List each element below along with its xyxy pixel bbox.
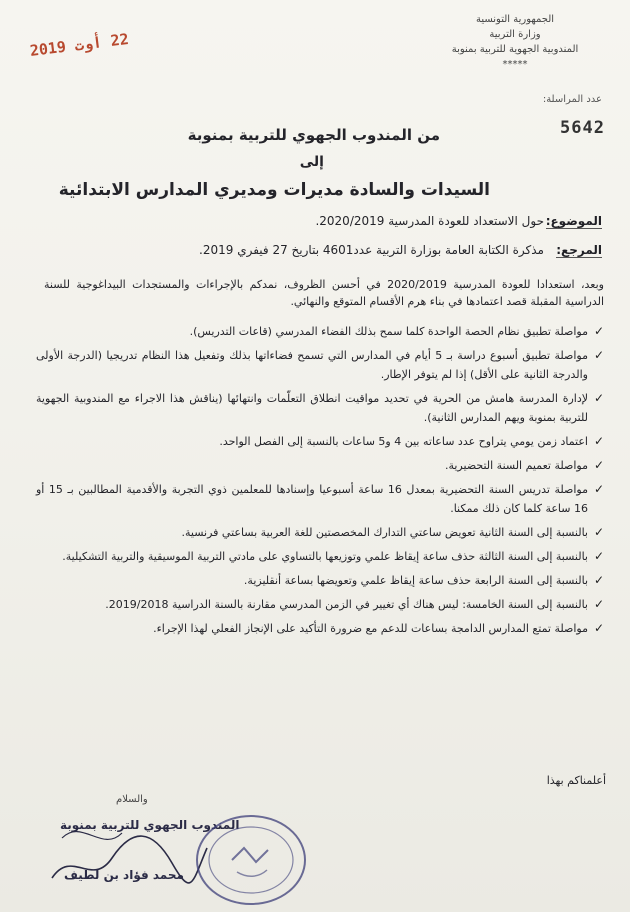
- list-item: [36, 619, 604, 638]
- signature-name: محمد فؤاد بن لطيف: [64, 868, 184, 882]
- checkmark-icon: ✓: [593, 549, 604, 563]
- signature-block: [24, 790, 314, 910]
- measure-text: مواصلة تدريس السنة التحضيرية بمعدل 16 ساعة أسبوعيا وإسنادها للمعلمين ذوي التجربة والأقدمية المطالبين بـ 15 أو 16 ساعة كلما كان ذلك ممكنا.: [36, 483, 588, 515]
- list-item: [36, 595, 604, 614]
- letterhead-directorate: المندوبية الجهوية للتربية بمنوبة: [451, 44, 579, 55]
- measures-list: [36, 322, 604, 643]
- measure-text: بالنسبة إلى السنة الرابعة حذف ساعة إيقاظ علمي وتعويضها بساعة أنقليزية.: [243, 574, 588, 587]
- list-item: [36, 322, 604, 341]
- reference-label: عدد المراسلة:: [542, 94, 602, 105]
- signature-greeting: والسلام: [116, 794, 148, 805]
- measure-text: اعتماد زمن يومي يتراوح عدد ساعاته بين 4 و5 ساعات بالنسبة إلى الفصل الواحد.: [219, 435, 588, 448]
- list-item: [36, 389, 604, 427]
- measure-text: مواصلة تطبيق نظام الحصة الواحدة كلما سمح بذلك الفضاء المدرسي (قاعات التدريس).: [189, 325, 588, 338]
- list-item: [36, 456, 604, 475]
- reference-doc-value: مذكرة الكتابة العامة بوزارة التربية عدد4601 بتاريخ 27 فيفري 2019.: [199, 243, 544, 257]
- list-item: [36, 432, 604, 451]
- measure-text: بالنسبة إلى السنة الثالثة حذف ساعة إيقاظ علمي وتوزيعها بالتساوي على مادتي التربية الموسيقية والتربية التشكيلية.: [62, 550, 588, 563]
- measure-text: بالنسبة إلى السنة الثانية تعويض ساعتي التدارك المخصصتين للغة العربية بساعتي فرنسية.: [181, 526, 588, 539]
- checkmark-icon: ✓: [593, 482, 604, 496]
- list-item: [36, 346, 604, 384]
- checkmark-icon: ✓: [593, 324, 604, 338]
- list-item: [36, 547, 604, 566]
- intro-paragraph: وبعد، استعدادا للعودة المدرسية 2020/2019 في أحسن الظروف، نمدكم بالإجراءات والمستجدات البيداغوجية للسنة الدراسية المقبلة قصد اعتمادها في بناء هرم الأقسام المتوقع والنهائي.: [44, 278, 604, 308]
- official-seal-icon: [192, 812, 310, 908]
- subject-label: الموضوع:: [545, 214, 602, 228]
- letterhead-stars: *****: [502, 59, 528, 70]
- date-stamp: [28, 21, 141, 68]
- addressee-line: السيدات والسادة مديرات ومديري المدارس الابتدائية: [58, 180, 490, 200]
- checkmark-icon: ✓: [593, 458, 604, 472]
- measure-text: بالنسبة إلى السنة الخامسة: ليس هناك أي تغيير في الزمن المدرسي مقارنة بالسنة الدراسية 2019/2018.: [105, 598, 588, 611]
- checkmark-icon: ✓: [593, 434, 604, 448]
- signature-title: المندوب الجهوي للتربية بمنوبة: [60, 818, 240, 832]
- measure-text: مواصلة تمتع المدارس الدامجة بساعات للدعم مع ضرورة التأكيد على الإنجاز الفعلي لهذا الإجراء.: [153, 622, 588, 635]
- measure-text: لإدارة المدرسة هامش من الحرية في تحديد مواقيت انطلاق التعلّمات وانتهائها (يناقش هذا الاجراء مع المندوبية الجهوية للتربية بمنوبة ويهم المدارس الثانية).: [36, 392, 588, 424]
- letterhead: [420, 12, 610, 72]
- checkmark-icon: ✓: [593, 525, 604, 539]
- list-item: [36, 571, 604, 590]
- measure-text: مواصلة تعميم السنة التحضيرية.: [444, 459, 588, 472]
- letterhead-ministry: وزارة التربية: [489, 29, 541, 40]
- to-line: إلى: [299, 154, 324, 170]
- reference-doc-label: المرجع:: [556, 243, 602, 257]
- checkmark-icon: ✓: [593, 621, 604, 635]
- list-item: [36, 523, 604, 542]
- checkmark-icon: ✓: [593, 573, 604, 587]
- checkmark-icon: ✓: [593, 348, 604, 362]
- subject-value: حول الاستعداد للعودة المدرسية 2020/2019.: [315, 214, 544, 228]
- sender-line: من المندوب الجهوي للتربية بمنوبة: [187, 126, 440, 144]
- checkmark-icon: ✓: [593, 597, 604, 611]
- closing-line: أعلمناكم بهذا: [546, 774, 606, 787]
- checkmark-icon: ✓: [593, 391, 604, 405]
- reference-number: 5642: [560, 118, 605, 138]
- measure-text: مواصلة تطبيق أسبوع دراسة بـ 5 أيام في المدارس التي تسمح فضاءاتها بذلك وتفعيل هذا النظام تدريجيا (الدرجة الأولى والدرجة الثانية على الأقل) إذا لم يتوفر الإطار.: [36, 349, 588, 381]
- date-stamp-value: 22 أوت 2019: [28, 29, 130, 60]
- list-item: [36, 480, 604, 518]
- letterhead-republic: الجمهورية التونسية: [475, 14, 555, 25]
